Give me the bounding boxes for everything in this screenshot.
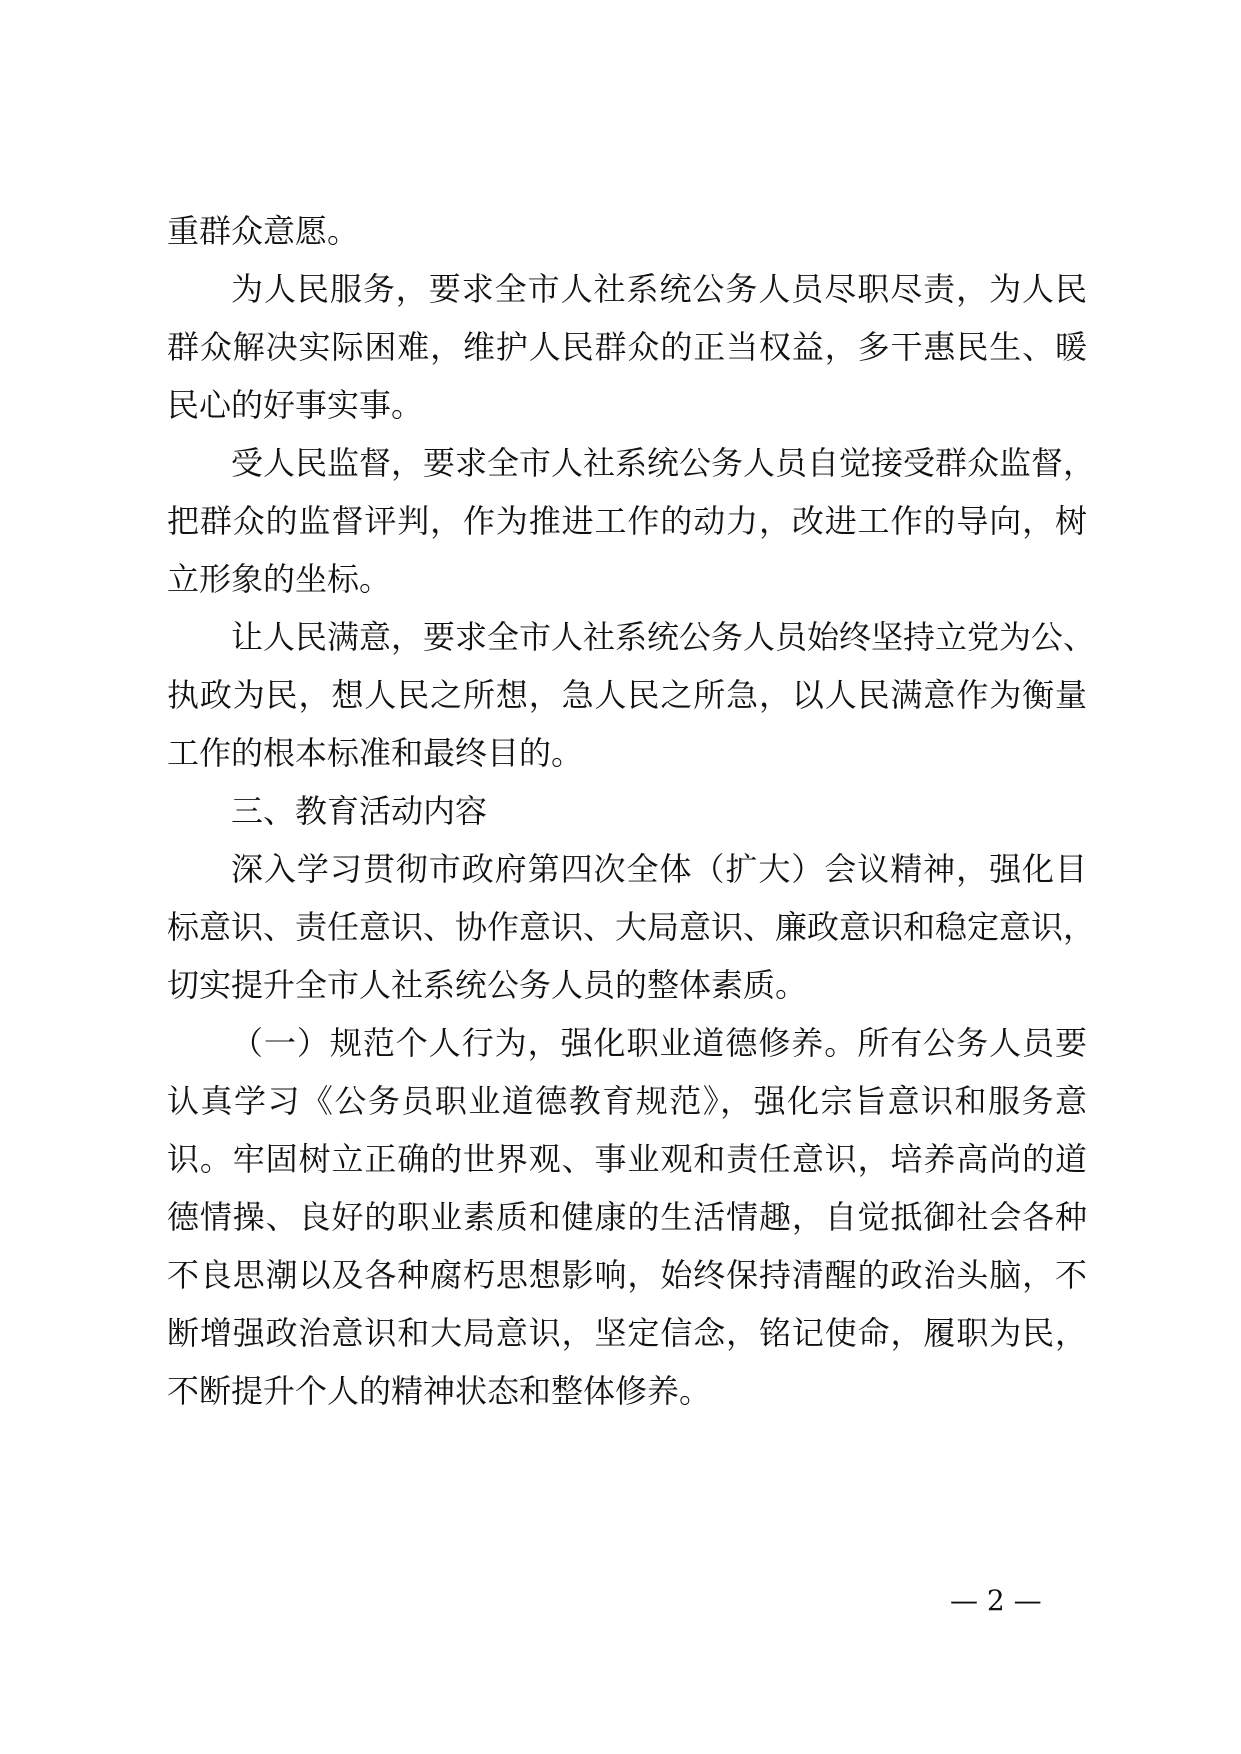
section-heading: 三、教育活动内容 [231,792,488,830]
paragraph-line: 认真学习《公务员职业道德教育规范》，强化宗旨意识和服务意 [167,1082,1087,1120]
page-number: — 2 — [950,1584,1042,1617]
paragraph-line: 不良思潮以及各种腐朽思想影响，始终保持清醒的政治头脑，不 [167,1256,1087,1294]
paragraph-line: 工作的根本标准和最终目的。 [167,734,584,772]
paragraph-line: 不断提升个人的精神状态和整体修养。 [167,1372,712,1410]
paragraph-line: （一）规范个人行为，强化职业道德修养。所有公务人员要 [231,1024,1087,1062]
paragraph-line: 标意识、责任意识、协作意识、大局意识、廉政意识和稳定意识， [167,908,1096,946]
paragraph-line: 深入学习贯彻市政府第四次全体（扩大）会议精神，强化目 [231,850,1087,888]
paragraph-line: 受人民监督，要求全市人社系统公务人员自觉接受群众监督， [231,444,1096,482]
paragraph-line: 断增强政治意识和大局意识，坚定信念，铭记使命，履职为民， [167,1314,1087,1352]
paragraph-line: 执政为民，想人民之所想，急人民之所急，以人民满意作为衡量 [167,676,1087,714]
paragraph-line: 切实提升全市人社系统公务人员的整体素质。 [167,966,808,1004]
paragraph-line: 重群众意愿。 [167,212,360,250]
paragraph-line: 把群众的监督评判，作为推进工作的动力，改进工作的导向，树 [167,502,1087,540]
paragraph-line: 德情操、良好的职业素质和健康的生活情趣，自觉抵御社会各种 [167,1198,1087,1236]
paragraph-line: 民心的好事实事。 [167,386,424,424]
paragraph-line: 立形象的坐标。 [167,560,392,598]
paragraph-line: 群众解决实际困难，维护人民群众的正当权益，多干惠民生、暖 [167,328,1087,366]
paragraph-line: 识。牢固树立正确的世界观、事业观和责任意识，培养高尚的道 [167,1140,1087,1178]
paragraph-line: 为人民服务，要求全市人社系统公务人员尽职尽责，为人民 [231,270,1087,308]
paragraph-line: 让人民满意，要求全市人社系统公务人员始终坚持立党为公、 [231,618,1096,656]
